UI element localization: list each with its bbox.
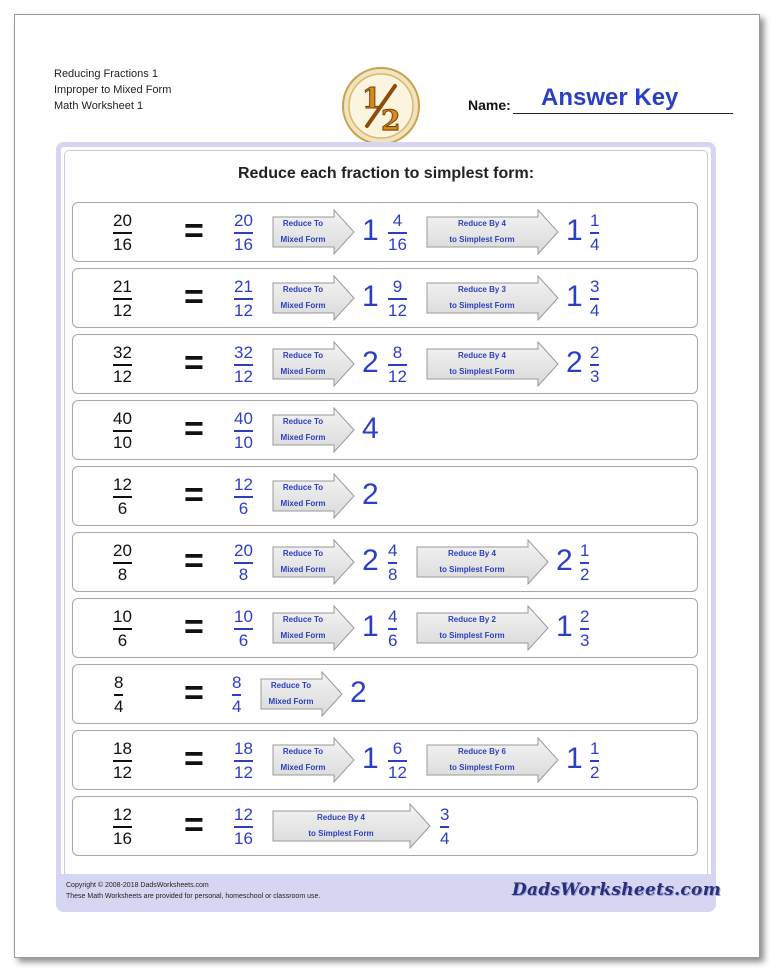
arrow-label-line-1: Reduce By 3 bbox=[457, 285, 507, 294]
arrow-label-line-1: Reduce By 4 bbox=[447, 549, 497, 558]
mixed-fraction bbox=[388, 606, 397, 652]
final-fraction bbox=[590, 276, 599, 322]
reduce-to-mixed-arrow-label bbox=[272, 744, 334, 776]
answer-fraction bbox=[234, 210, 253, 256]
equals-sign: = bbox=[184, 806, 204, 844]
reduce-to-mixed-arrow bbox=[272, 473, 356, 519]
reduce-to-mixed-arrow bbox=[260, 671, 344, 717]
arrow-label-line-2: Mixed Form bbox=[280, 499, 326, 508]
name-label: Name: bbox=[468, 97, 511, 113]
question-fraction-numerator: 20 bbox=[113, 541, 132, 560]
mixed-fraction-denominator: 8 bbox=[388, 565, 398, 584]
answer-fraction bbox=[234, 606, 253, 652]
reduce-by-arrow-label bbox=[426, 216, 538, 248]
answer-fraction-numerator: 12 bbox=[234, 475, 253, 494]
arrow-label-line-1: Reduce To bbox=[282, 285, 324, 294]
question-fraction-denominator: 12 bbox=[113, 301, 132, 320]
equals-sign: = bbox=[184, 278, 204, 316]
problem-row bbox=[72, 466, 698, 526]
instructions: Reduce each fraction to simplest form: bbox=[237, 165, 535, 182]
final-whole: 1 bbox=[566, 742, 583, 775]
brand-logo-text: DadsWorksheets.com bbox=[512, 880, 721, 900]
answer-fraction bbox=[234, 540, 253, 586]
final-whole: 1 bbox=[566, 280, 583, 313]
reduce-to-mixed-arrow-label bbox=[272, 282, 334, 314]
arrow-label-line-1: Reduce By 4 bbox=[316, 813, 366, 822]
answer-fraction-denominator: 6 bbox=[238, 499, 249, 518]
reduce-by-arrow-label bbox=[426, 282, 538, 314]
arrow-label-line-1: Reduce To bbox=[282, 549, 324, 558]
reduce-by-arrow-label bbox=[272, 810, 410, 842]
answer-fraction bbox=[234, 342, 253, 388]
worksheet-title-block bbox=[54, 66, 171, 114]
problem-row bbox=[72, 334, 698, 394]
question-fraction bbox=[113, 606, 132, 652]
question-fraction bbox=[113, 474, 132, 520]
equals-sign: = bbox=[184, 740, 204, 778]
reduce-by-arrow bbox=[416, 605, 550, 651]
reduce-to-mixed-arrow-label bbox=[272, 216, 334, 248]
reduce-to-mixed-arrow bbox=[272, 737, 356, 783]
question-fraction-numerator: 32 bbox=[113, 343, 132, 362]
arrow-label-line-2: Mixed Form bbox=[280, 301, 326, 310]
final-fraction-denominator: 4 bbox=[440, 829, 450, 848]
equals-sign: = bbox=[184, 476, 204, 514]
problem-row bbox=[72, 532, 698, 592]
final-fraction-numerator: 1 bbox=[590, 739, 600, 758]
answer-fraction-numerator: 20 bbox=[234, 211, 253, 230]
question-fraction-denominator: 6 bbox=[117, 631, 128, 650]
final-whole: 1 bbox=[566, 214, 583, 247]
usage-notice: These Math Worksheets are provided for personal, homeschool or classroom use. bbox=[66, 893, 321, 900]
title-line-3: Math Worksheet 1 bbox=[54, 100, 144, 112]
reduce-to-mixed-arrow bbox=[272, 209, 356, 255]
mixed-fraction bbox=[388, 210, 407, 256]
arrow-label-line-2: to Simplest Form bbox=[449, 301, 515, 310]
reduce-by-arrow-label bbox=[426, 348, 538, 380]
question-fraction-denominator: 16 bbox=[113, 829, 132, 848]
final-fraction bbox=[590, 738, 599, 784]
question-fraction-numerator: 18 bbox=[113, 739, 132, 758]
answer-fraction-numerator: 18 bbox=[234, 739, 253, 758]
mixed-whole: 1 bbox=[362, 742, 379, 775]
title-line-2: Improper to Mixed Form bbox=[54, 84, 172, 96]
arrow-label-line-2: Mixed Form bbox=[280, 631, 326, 640]
title-line-1: Reducing Fractions 1 bbox=[54, 68, 158, 80]
question-fraction-numerator: 20 bbox=[113, 211, 132, 230]
arrow-label-line-2: to Simplest Form bbox=[439, 631, 505, 640]
question-fraction-denominator: 12 bbox=[113, 367, 132, 386]
arrow-label-line-2: Mixed Form bbox=[268, 697, 314, 706]
answer-fraction-denominator: 12 bbox=[234, 301, 253, 320]
question-fraction-numerator: 10 bbox=[113, 607, 132, 626]
answer-fraction-denominator: 4 bbox=[232, 697, 242, 716]
arrow-label-line-1: Reduce To bbox=[282, 747, 324, 756]
whole-number-result: 2 bbox=[362, 478, 379, 511]
reduce-by-arrow bbox=[426, 275, 560, 321]
answer-fraction bbox=[232, 672, 241, 718]
arrow-label-line-2: to Simplest Form bbox=[439, 565, 505, 574]
answer-fraction-denominator: 12 bbox=[234, 763, 253, 782]
mixed-fraction-numerator: 4 bbox=[392, 211, 403, 230]
equals-sign: = bbox=[184, 344, 204, 382]
question-fraction-numerator: 40 bbox=[113, 409, 132, 428]
mixed-whole: 1 bbox=[362, 610, 379, 643]
equals-sign: = bbox=[184, 674, 204, 712]
question-fraction-numerator: 12 bbox=[113, 805, 132, 824]
answer-fraction bbox=[234, 276, 253, 322]
reduce-to-mixed-arrow-label bbox=[272, 480, 334, 512]
equals-sign: = bbox=[184, 542, 204, 580]
question-fraction bbox=[113, 276, 132, 322]
one-half-logo bbox=[341, 66, 421, 146]
arrow-label-line-2: Mixed Form bbox=[280, 433, 326, 442]
final-fraction-denominator: 2 bbox=[580, 565, 590, 584]
question-fraction-denominator: 12 bbox=[113, 763, 132, 782]
problem-row bbox=[72, 268, 698, 328]
problem-row bbox=[72, 202, 698, 262]
whole-number-result: 2 bbox=[350, 676, 367, 709]
mixed-fraction-numerator: 4 bbox=[388, 607, 398, 626]
final-fraction-numerator: 3 bbox=[440, 805, 450, 824]
final-fraction-denominator: 4 bbox=[590, 235, 600, 254]
question-fraction-numerator: 8 bbox=[114, 673, 124, 692]
reduce-by-arrow-label bbox=[416, 546, 528, 578]
mixed-fraction-denominator: 12 bbox=[388, 763, 407, 782]
answer-fraction-denominator: 16 bbox=[234, 829, 253, 848]
answer-fraction-numerator: 8 bbox=[232, 673, 242, 692]
answer-fraction-numerator: 10 bbox=[234, 607, 253, 626]
mixed-whole: 1 bbox=[362, 280, 379, 313]
answer-fraction-numerator: 32 bbox=[234, 343, 253, 362]
question-fraction-denominator: 8 bbox=[117, 565, 128, 584]
final-whole: 2 bbox=[566, 346, 583, 379]
final-fraction-denominator: 2 bbox=[590, 763, 600, 782]
arrow-label-line-1: Reduce By 6 bbox=[457, 747, 507, 756]
question-fraction bbox=[113, 408, 132, 454]
final-fraction-numerator: 1 bbox=[580, 541, 590, 560]
answer-fraction-denominator: 12 bbox=[234, 367, 253, 386]
arrow-label-line-1: Reduce By 2 bbox=[447, 615, 497, 624]
reduce-to-mixed-arrow bbox=[272, 275, 356, 321]
reduce-by-arrow bbox=[426, 341, 560, 387]
answer-key-text: Answer Key bbox=[541, 84, 679, 111]
answer-fraction-numerator: 20 bbox=[234, 541, 253, 560]
question-fraction-numerator: 21 bbox=[113, 277, 132, 296]
mixed-fraction-denominator: 16 bbox=[388, 235, 407, 254]
final-fraction-denominator: 3 bbox=[580, 631, 590, 650]
arrow-label-line-1: Reduce By 4 bbox=[457, 219, 507, 228]
arrow-label-line-2: Mixed Form bbox=[280, 565, 326, 574]
whole-number-result: 4 bbox=[362, 412, 379, 445]
reduce-to-mixed-arrow-label bbox=[272, 348, 334, 380]
answer-fraction bbox=[234, 408, 253, 454]
arrow-label-line-2: to Simplest Form bbox=[449, 235, 515, 244]
reduce-to-mixed-arrow bbox=[272, 539, 356, 585]
final-fraction-denominator: 4 bbox=[590, 301, 600, 320]
answer-fraction bbox=[234, 474, 253, 520]
reduce-to-mixed-arrow bbox=[272, 605, 356, 651]
mixed-whole: 1 bbox=[362, 214, 379, 247]
mixed-fraction-numerator: 8 bbox=[392, 343, 403, 362]
final-fraction bbox=[440, 804, 449, 850]
footer-copyright bbox=[66, 880, 320, 902]
reduce-by-arrow-label bbox=[426, 744, 538, 776]
question-fraction-denominator: 4 bbox=[114, 697, 124, 716]
svg-text:2: 2 bbox=[381, 104, 401, 137]
answer-fraction-denominator: 6 bbox=[238, 631, 249, 650]
arrow-label-line-1: Reduce To bbox=[270, 681, 312, 690]
mixed-whole: 2 bbox=[362, 346, 379, 379]
equals-sign: = bbox=[184, 212, 204, 250]
mixed-fraction-denominator: 12 bbox=[388, 301, 407, 320]
mixed-fraction bbox=[388, 738, 407, 784]
question-fraction-denominator: 6 bbox=[117, 499, 128, 518]
arrow-label-line-2: to Simplest Form bbox=[308, 829, 374, 838]
question-fraction bbox=[113, 342, 132, 388]
arrow-label-line-2: to Simplest Form bbox=[449, 367, 515, 376]
question-fraction bbox=[113, 804, 132, 850]
equals-sign: = bbox=[184, 608, 204, 646]
mixed-fraction-denominator: 12 bbox=[388, 367, 407, 386]
arrow-label-line-1: Reduce By 4 bbox=[457, 351, 507, 360]
mixed-fraction-numerator: 9 bbox=[392, 277, 403, 296]
arrow-label-line-2: Mixed Form bbox=[280, 367, 326, 376]
answer-fraction-numerator: 21 bbox=[234, 277, 253, 296]
copyright-text: Copyright © 2008-2018 DadsWorksheets.com bbox=[66, 882, 209, 889]
question-fraction bbox=[113, 540, 132, 586]
answer-fraction-denominator: 8 bbox=[238, 565, 249, 584]
arrow-label-line-2: to Simplest Form bbox=[449, 763, 515, 772]
final-fraction bbox=[580, 606, 589, 652]
arrow-label-line-1: Reduce To bbox=[282, 483, 324, 492]
answer-fraction-denominator: 16 bbox=[234, 235, 253, 254]
reduce-by-arrow-label bbox=[416, 612, 528, 644]
problem-row bbox=[72, 400, 698, 460]
mixed-fraction bbox=[388, 540, 397, 586]
answer-fraction bbox=[234, 738, 253, 784]
answer-fraction-denominator: 10 bbox=[234, 433, 253, 452]
reduce-to-mixed-arrow-label bbox=[272, 546, 334, 578]
arrow-label-line-2: Mixed Form bbox=[280, 235, 326, 244]
question-fraction-denominator: 10 bbox=[113, 433, 132, 452]
answer-fraction-numerator: 12 bbox=[234, 805, 253, 824]
question-fraction-denominator: 16 bbox=[113, 235, 132, 254]
name-field-line bbox=[513, 113, 733, 114]
final-fraction-numerator: 1 bbox=[590, 211, 600, 230]
final-fraction-denominator: 3 bbox=[590, 367, 600, 386]
arrow-label-line-1: Reduce To bbox=[282, 351, 324, 360]
final-whole: 1 bbox=[556, 610, 573, 643]
final-fraction bbox=[590, 210, 599, 256]
problem-row bbox=[72, 598, 698, 658]
mixed-fraction-denominator: 6 bbox=[388, 631, 398, 650]
final-fraction-numerator: 3 bbox=[590, 277, 600, 296]
reduce-by-arrow bbox=[272, 803, 432, 849]
problem-row bbox=[72, 730, 698, 790]
answer-fraction bbox=[234, 804, 253, 850]
mixed-fraction bbox=[388, 342, 407, 388]
reduce-by-arrow bbox=[416, 539, 550, 585]
question-fraction bbox=[114, 672, 123, 718]
final-fraction bbox=[580, 540, 589, 586]
reduce-to-mixed-arrow bbox=[272, 407, 356, 453]
reduce-by-arrow bbox=[426, 209, 560, 255]
final-whole: 2 bbox=[556, 544, 573, 577]
mixed-fraction bbox=[388, 276, 407, 322]
equals-sign: = bbox=[184, 410, 204, 448]
final-fraction-numerator: 2 bbox=[590, 343, 600, 362]
mixed-whole: 2 bbox=[362, 544, 379, 577]
arrow-label-line-1: Reduce To bbox=[282, 417, 324, 426]
svg-text:1: 1 bbox=[362, 82, 382, 115]
final-fraction-numerator: 2 bbox=[580, 607, 590, 626]
problem-row bbox=[72, 664, 698, 724]
mixed-fraction-numerator: 4 bbox=[388, 541, 398, 560]
mixed-fraction-numerator: 6 bbox=[392, 739, 403, 758]
arrow-label-line-1: Reduce To bbox=[282, 615, 324, 624]
reduce-by-arrow bbox=[426, 737, 560, 783]
reduce-to-mixed-arrow-label bbox=[260, 678, 322, 710]
final-fraction bbox=[590, 342, 599, 388]
question-fraction-numerator: 12 bbox=[113, 475, 132, 494]
reduce-to-mixed-arrow-label bbox=[272, 414, 334, 446]
answer-fraction-numerator: 40 bbox=[234, 409, 253, 428]
question-fraction bbox=[113, 210, 132, 256]
arrow-label-line-1: Reduce To bbox=[282, 219, 324, 228]
question-fraction bbox=[113, 738, 132, 784]
reduce-to-mixed-arrow-label bbox=[272, 612, 334, 644]
reduce-to-mixed-arrow bbox=[272, 341, 356, 387]
arrow-label-line-2: Mixed Form bbox=[280, 763, 326, 772]
